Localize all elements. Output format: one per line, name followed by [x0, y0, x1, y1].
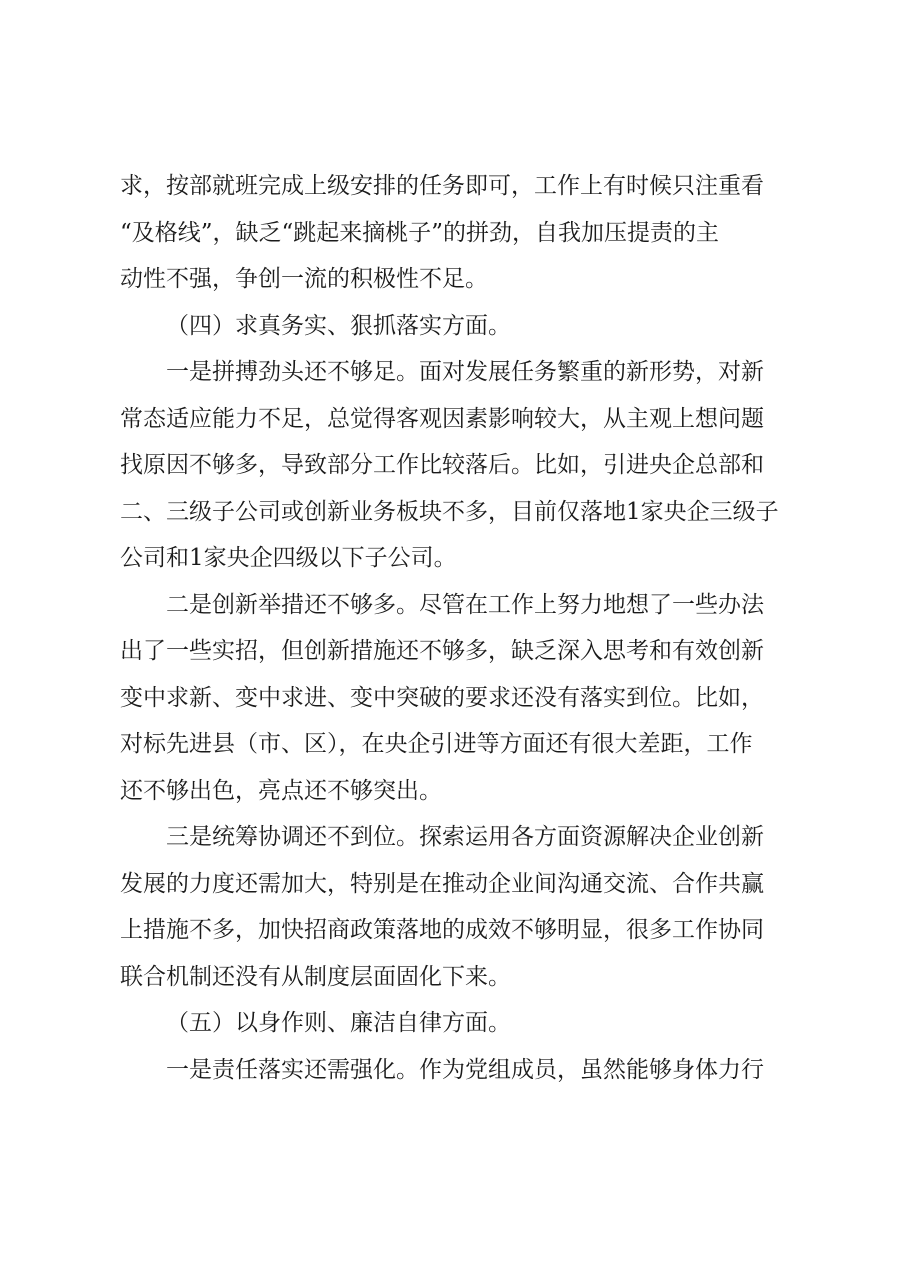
text-line: 发展的力度还需加大，特别是在推动企业间沟通交流、合作共赢: [120, 870, 764, 897]
text-line: 三是统筹协调还不到位。探索运用各方面资源解决企业创新: [166, 824, 764, 850]
paragraph-point-two: [120, 582, 810, 815]
heading-text: （五）以身作则、廉洁自律方面。: [166, 1010, 511, 1036]
paragraph-point-three: [120, 814, 810, 1000]
heading-text: （四）求真务实、狠抓落实方面。: [166, 312, 511, 339]
text-line: 出了一些实招，但创新措施还不够多，缺乏深入思考和有效创新: [120, 638, 764, 664]
text-line: 还不够出色，亮点还不够突出。: [120, 777, 442, 804]
text-line: 二是创新举措还不够多。尽管在工作上努力地想了一些办法: [166, 591, 764, 618]
text-line: 公司和1家央企四级以下子公司。: [120, 545, 457, 571]
paragraph-point-one: [120, 349, 810, 582]
text-line: 上措施不多，加快招商政策落地的成效不够明显，很多工作协同: [120, 917, 764, 943]
section-heading-four: [120, 303, 810, 350]
text-line: 联合机制还没有从制度层面固化下来。: [120, 963, 511, 990]
section-heading-five: [120, 1000, 810, 1047]
text-line: 求，按部就班完成上级安排的任务即可，工作上有时候只注重看: [120, 173, 764, 199]
document-body: [120, 163, 810, 1093]
text-line: 找原因不够多，导致部分工作比较落后。比如，引进央企总部和: [120, 452, 764, 478]
paragraph-point-one-b: [120, 1047, 810, 1094]
text-line: 一是拼搏劲头还不够足。面对发展任务繁重的新形势，对新: [166, 359, 764, 385]
text-line: 常态适应能力不足，总觉得客观因素影响较大，从主观上想问题: [120, 405, 764, 432]
text-line: 一是责任落实还需强化。作为党组成员，虽然能够身体力行: [166, 1056, 764, 1083]
paragraph-continuation: [120, 163, 810, 303]
text-line: 对标先进县（市、区），在央企引进等方面还有很大差距，工作: [120, 731, 753, 757]
text-line: “及格线”，缺乏“跳起来摘桃子”的拼劲，自我加压提责的主: [120, 219, 720, 246]
text-line: 二、三级子公司或创新业务板块不多，目前仅落地1家央企三级子: [120, 498, 779, 525]
text-line: 变中求新、变中求进、变中突破的要求还没有落实到位。比如，: [120, 684, 764, 711]
text-line: 动性不强，争创一流的积极性不足。: [120, 266, 488, 292]
